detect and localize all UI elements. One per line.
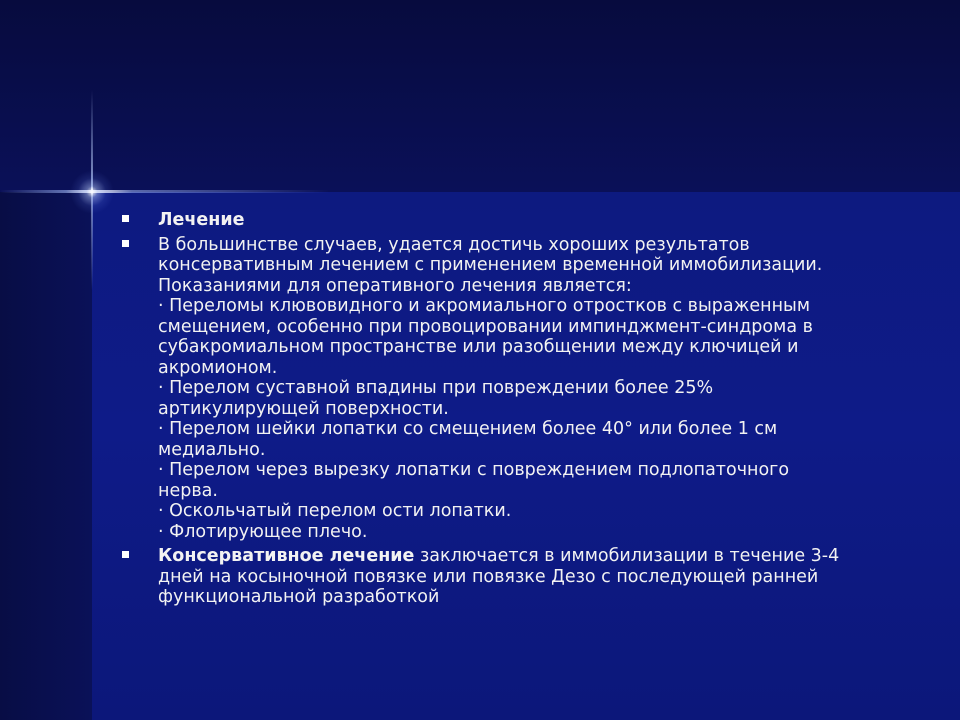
text-line: · Переломы клювовидного и акромиального отростков с выраженным xyxy=(158,296,811,316)
text-line: функциональной разработкой xyxy=(158,587,440,607)
bold-lead: Консервативное лечение xyxy=(158,546,415,566)
bullet-item-indications xyxy=(122,235,882,543)
bullet-square-icon xyxy=(122,551,129,558)
text-line: субакромиальном пространстве или разобщении между ключицей и xyxy=(158,337,799,357)
bullet-square-icon xyxy=(122,240,129,247)
header-band xyxy=(0,0,960,192)
text-line: · Перелом суставной впадины при повреждении более 25% xyxy=(158,378,714,398)
left-band xyxy=(0,192,92,720)
text-line xyxy=(158,546,882,567)
bullet-item-conservative xyxy=(122,546,882,608)
text-line: консервативным лечением с применением временной иммобилизации. xyxy=(158,255,823,275)
text-line: · Перелом через вырезку лопатки с повреждением подлопаточного xyxy=(158,460,790,480)
text-line: Показаниями для оперативного лечения является: xyxy=(158,275,632,296)
bullet-list xyxy=(122,210,882,612)
text-line: смещением, особенно при провоцировании импинджмент-синдрома в xyxy=(158,316,813,337)
text-line: нерва. xyxy=(158,480,218,501)
text-line: дней на косыночной повязке или повязке Дезо с последующей ранней xyxy=(158,566,819,587)
text-line: артикулирующей поверхности. xyxy=(158,398,449,419)
text-line: медиально. xyxy=(158,439,266,460)
bullet-square-icon xyxy=(122,215,129,222)
text-line: · Перелом шейки лопатки со смещением более 40° или более 1 см xyxy=(158,419,778,439)
bullet-item-heading xyxy=(122,210,882,231)
text-line: В большинстве случаев, удается достичь хороших результатов xyxy=(158,234,750,255)
lead-rest: заключается в иммобилизации в течение 3-4 xyxy=(414,546,840,566)
text-line: · Оскольчатый перелом ости лопатки. xyxy=(158,501,512,521)
text-line: акромионом. xyxy=(158,357,278,378)
text-line: · Флотирующее плечо. xyxy=(158,521,368,542)
heading-treatment: Лечение xyxy=(158,210,245,230)
